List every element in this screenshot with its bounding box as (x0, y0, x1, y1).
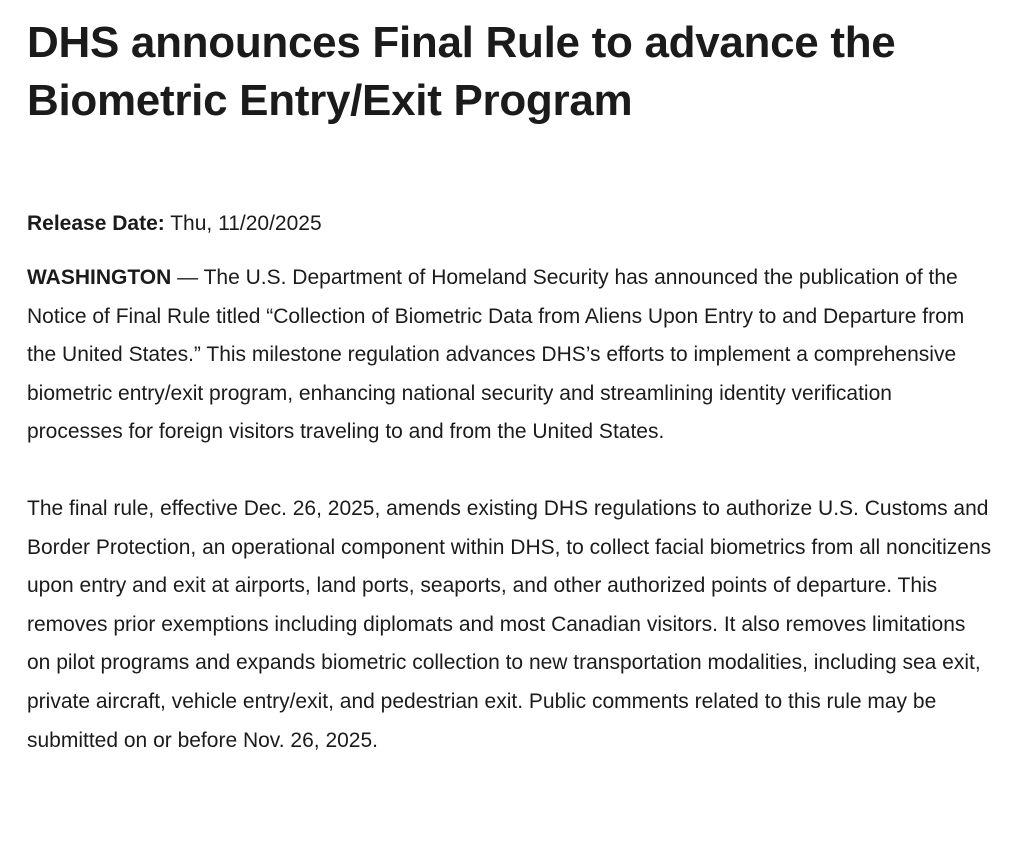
release-date-line (27, 210, 994, 238)
dateline: WASHINGTON (27, 266, 172, 289)
page-title: DHS announces Final Rule to advance the Biometric Entry/Exit Program (27, 18, 896, 125)
release-date-label: Release Date: (27, 212, 165, 235)
article-paragraph-2: The final rule, effective Dec. 26, 2025, amends existing DHS regulations to authorize U.S. Customs and Border Protection, an operational component within DHS, to collect facial biometrics from all noncitizens upon entry and exit at airports, land ports, seaports, and other authorized points of departure. This removes prior exemptions including diplomats and most Canadian visitors. It also removes limitations on pilot programs and expands biometric collection to new transportation modalities, including sea exit, private aircraft, vehicle entry/exit, and pedestrian exit. Public comments related to this rule may be submitted on or before Nov. 26, 2025. (27, 496, 992, 752)
release-date-value: Thu, 11/20/2025 (170, 212, 322, 235)
paragraph-1-text: — The U.S. Department of Homeland Security has announced the publication of the Notice of Final Rule titled “Collection of Biometric Data from Aliens Upon Entry to and Departure from the United States.” This milestone regulation advances DHS’s efforts to implement a comprehensive biometric entry/exit program, enhancing national security and streamlining identity verification processes for foreign visitors traveling to and from the United States. (27, 266, 965, 444)
article-paragraph-1 (27, 259, 992, 452)
